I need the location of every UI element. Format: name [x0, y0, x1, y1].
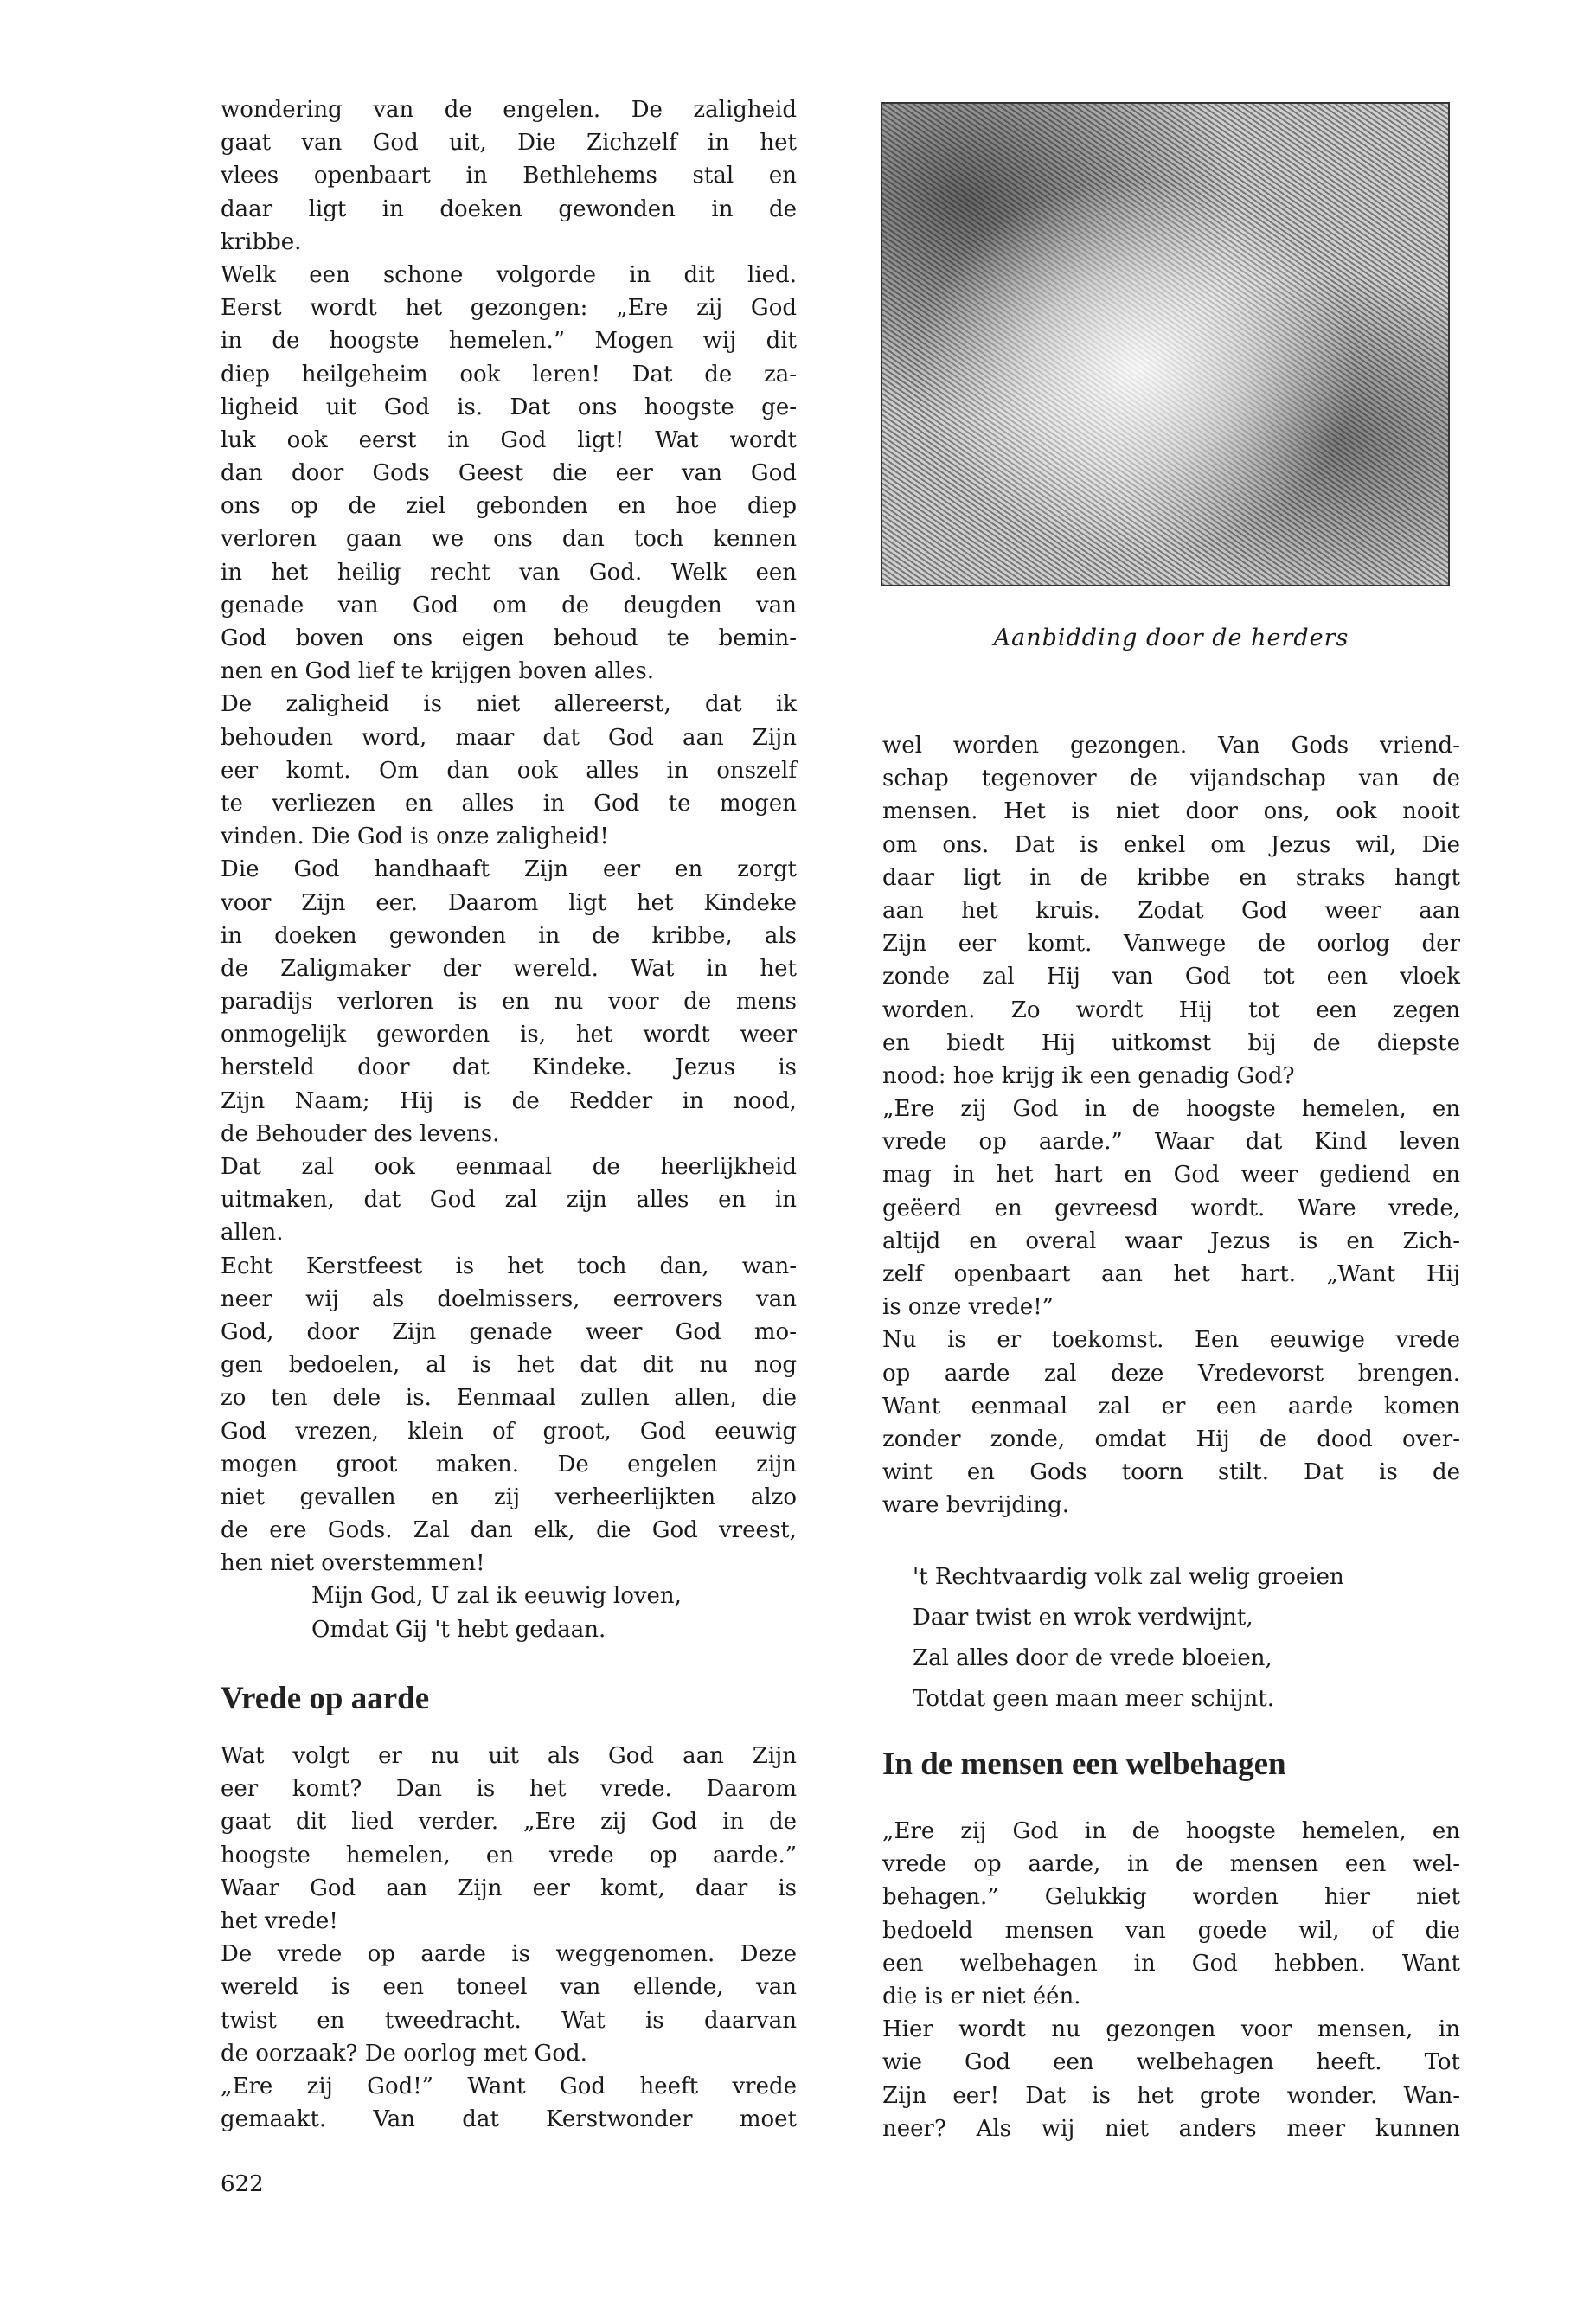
right-column-top-text: [882, 729, 1460, 1522]
text-line: dan door Gods Geest die eer van God: [221, 460, 797, 487]
text-line: De vrede op aarde is weggenomen. Deze: [221, 1941, 797, 1968]
text-line: Eerst wordt het gezongen: „Ere zij God: [221, 295, 797, 322]
text-line: neer? Als wij niet anders meer kunnen: [882, 2115, 1460, 2142]
text-line: wel worden gezongen. Van Gods vriend-: [882, 733, 1460, 759]
text-line: Dat zal ook eenmaal de heerlijkheid: [221, 1154, 797, 1180]
text-line: neer wij als doelmissers, eerrovers van: [221, 1285, 797, 1312]
text-line: voor Zijn eer. Daarom ligt het Kindeke: [221, 889, 797, 916]
text-line: Zijn eer komt. Vanwege de oorlog der: [882, 931, 1460, 958]
text-line: mag in het hart en God weer gediend en: [882, 1162, 1460, 1189]
text-line: een welbehagen in God hebben. Want: [882, 1950, 1460, 1977]
text-line: Hier wordt nu gezongen voor mensen, in: [882, 2016, 1460, 2043]
text-line: schap tegenover de vijandschap van de: [882, 766, 1460, 792]
text-line: vlees openbaart in Bethlehems stal en: [221, 163, 797, 189]
text-line: in doeken gewonden in de kribbe, als: [221, 922, 797, 949]
text-line: Totdat geen maan meer schijnt.: [913, 1686, 1274, 1712]
text-line: kribbe.: [221, 228, 302, 255]
text-line: eer komt. Om dan ook alles in onszelf: [221, 757, 797, 784]
text-line: wint en Gods toorn stilt. Dat is de: [882, 1459, 1460, 1486]
text-line: gaat van God uit, Die Zichzelf in het: [221, 130, 797, 157]
text-line: Zijn Naam; Hij is de Redder in nood,: [221, 1087, 797, 1114]
text-line: Mijn God, U zal ik eeuwig loven,: [311, 1583, 682, 1610]
text-line: op aarde zal deze Vredevorst brengen.: [882, 1360, 1460, 1387]
text-line: de Behouder des levens.: [221, 1120, 500, 1147]
text-line: om ons. Dat is enkel om Jezus wil, Die: [882, 831, 1460, 858]
text-line: Nu is er toekomst. Een eeuwige vrede: [882, 1327, 1460, 1354]
text-line: „Ere zij God!” Want God heeft vrede: [221, 2073, 797, 2099]
text-line: allen.: [221, 1220, 284, 1247]
text-line: bedoeld mensen van goede wil, of die: [882, 1917, 1460, 1944]
text-line: Waar God aan Zijn eer komt, daar is: [221, 1875, 797, 1901]
text-line: behouden word, maar dat God aan Zijn: [221, 724, 797, 751]
section-heading-vrede-op-aarde: Vrede op aarde: [221, 1681, 430, 1716]
text-line: altijd en overal waar Jezus is en Zich-: [882, 1227, 1460, 1254]
text-line: diep heilgeheim ook leren! Dat de za-: [221, 361, 797, 388]
text-line: geëerd en gevreesd wordt. Ware vrede,: [882, 1195, 1460, 1221]
text-line: in het heilig recht van God. Welk een: [221, 559, 797, 586]
illustration-caption: Aanbidding door de herders: [993, 625, 1349, 651]
text-line: „Ere zij God in de hoogste hemelen, en: [882, 1096, 1460, 1123]
text-line: wondering van de engelen. De zaligheid: [221, 97, 797, 123]
text-line: zelf openbaart aan het hart. „Want Hij: [882, 1261, 1460, 1287]
text-line: vinden. Die God is onze zaligheid!: [221, 824, 609, 850]
text-line: mogen groot maken. De engelen zijn: [221, 1451, 797, 1477]
text-line: hersteld door dat Kindeke. Jezus is: [221, 1054, 797, 1081]
poem-stanza: [882, 1557, 1460, 1720]
text-line: God, door Zijn genade weer God mo-: [221, 1318, 797, 1345]
text-line: De zaligheid is niet allereerst, dat ik: [221, 691, 797, 718]
text-line: „Ere zij God in de hoogste hemelen, en: [882, 1818, 1460, 1844]
text-line: 't Rechtvaardig volk zal welig groeien: [913, 1564, 1344, 1590]
section-heading-welbehagen: In de mensen een welbehagen: [882, 1747, 1286, 1782]
text-line: nood: hoe krijg ik een genadig God?: [882, 1062, 1295, 1089]
text-line: die is er niet één.: [882, 1983, 1081, 2009]
text-line: verloren gaan we ons dan toch kennen: [221, 526, 797, 553]
left-column-top-text: [221, 93, 797, 1646]
text-line: hen niet overstemmen!: [221, 1550, 485, 1577]
text-line: luk ook eerst in God ligt! Wat wordt: [221, 426, 797, 453]
text-line: Want eenmaal zal er een aarde komen: [882, 1393, 1460, 1420]
text-line: ons op de ziel gebonden en hoe diep: [221, 493, 797, 520]
text-line: aan het kruis. Zodat God weer aan: [882, 897, 1460, 924]
text-line: Zijn eer! Dat is het grote wonder. Wan-: [882, 2082, 1460, 2109]
text-line: behagen.” Gelukkig worden hier niet: [882, 1884, 1460, 1911]
text-line: zonde zal Hij van God tot een vloek: [882, 964, 1460, 990]
text-line: wie God een welbehagen heeft. Tot: [882, 2049, 1460, 2076]
text-line: mensen. Het is niet door ons, ook nooit: [882, 798, 1460, 825]
text-line: eer komt? Dan is het vrede. Daarom: [221, 1776, 797, 1803]
text-line: Die God handhaaft Zijn eer en zorgt: [221, 856, 797, 883]
text-line: ligheid uit God is. Dat ons hoogste ge-: [221, 394, 797, 420]
text-line: de oorzaak? De oorlog met God.: [221, 2040, 587, 2067]
text-line: te verliezen en alles in God te mogen: [221, 790, 797, 817]
text-line: hoogste hemelen, en vrede op aarde.”: [221, 1842, 797, 1868]
text-line: de Zaligmaker der wereld. Wat in het: [221, 955, 797, 982]
text-line: het vrede!: [221, 1907, 338, 1934]
text-line: daar ligt in de kribbe en straks hangt: [882, 864, 1460, 891]
text-line: gaat dit lied verder. „Ere zij God in de: [221, 1809, 797, 1836]
text-line: zonder zonde, omdat Hij de dood over-: [882, 1426, 1460, 1452]
text-line: twist en tweedracht. Wat is daarvan: [221, 2007, 797, 2034]
text-line: de ere Gods. Zal dan elk, die God vreest,: [221, 1517, 797, 1544]
text-line: Echt Kerstfeest is het toch dan, wan-: [221, 1253, 797, 1279]
text-line: Welk een schone volgorde in dit lied.: [221, 261, 797, 288]
text-line: vrede op aarde.” Waar dat Kind leven: [882, 1129, 1460, 1156]
text-line: God vrezen, klein of groot, God eeuwig: [221, 1418, 797, 1445]
text-line: Daar twist en wrok verdwijnt,: [913, 1605, 1253, 1631]
text-line: uitmaken, dat God zal zijn alles en in: [221, 1187, 797, 1214]
text-line: niet gevallen en zij verheerlijkten alzo: [221, 1484, 797, 1510]
page-number: 622: [221, 2171, 264, 2197]
text-line: gen bedoelen, al is het dat dit nu nog: [221, 1352, 797, 1379]
text-line: vrede op aarde, in de mensen een wel-: [882, 1851, 1460, 1878]
text-line: en biedt Hij uitkomst bij de diepste: [882, 1029, 1460, 1056]
text-line: gemaakt. Van dat Kerstwonder moet: [221, 2106, 797, 2133]
text-line: zo ten dele is. Eenmaal zullen allen, die: [221, 1385, 797, 1412]
text-line: genade van God om de deugden van: [221, 592, 797, 619]
left-column-bottom-text: [221, 1740, 797, 2136]
text-line: worden. Zo wordt Hij tot een zegen: [882, 997, 1460, 1023]
text-line: nen en God lief te krijgen boven alles.: [221, 658, 654, 685]
text-line: daar ligt in doeken gewonden in de: [221, 195, 797, 222]
text-line: in de hoogste hemelen.” Mogen wij dit: [221, 328, 797, 355]
text-line: Wat volgt er nu uit als God aan Zijn: [221, 1743, 797, 1769]
engraving-illustration: [881, 102, 1450, 586]
text-line: paradijs verloren is en nu voor de mens: [221, 989, 797, 1016]
text-line: ware bevrijding.: [882, 1492, 1069, 1519]
text-line: is onze vrede!”: [882, 1294, 1054, 1321]
text-line: onmogelijk geworden is, het wordt weer: [221, 1022, 797, 1048]
text-line: Zal alles door de vrede bloeien,: [913, 1645, 1272, 1671]
text-line: wereld is een toneel van ellende, van: [221, 1974, 797, 2001]
right-column-bottom-text: [882, 1815, 1460, 2145]
text-line: God boven ons eigen behoud te bemin-: [221, 625, 797, 651]
text-line: Omdat Gij 't hebt gedaan.: [311, 1616, 606, 1643]
